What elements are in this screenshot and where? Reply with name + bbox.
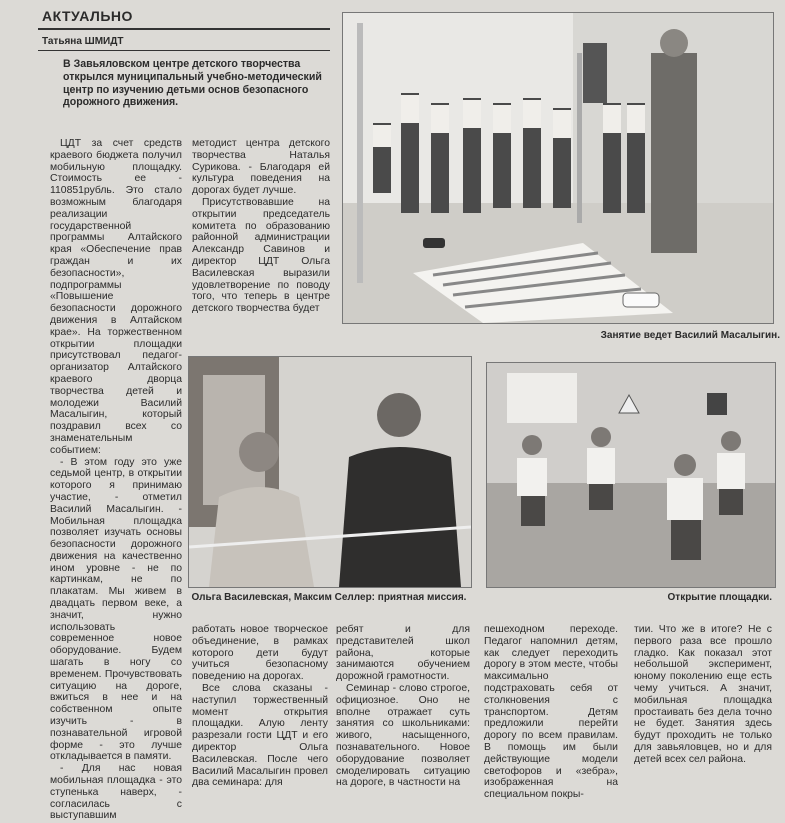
text-column-3 <box>336 624 470 789</box>
photo-ribbon-image <box>189 357 471 587</box>
photo-caption-1: Занятие ведет Василий Масалыгин. <box>600 330 780 341</box>
paragraph: ребят и для представителей школ района, которые занимаются обучением дорожной грамотности. <box>336 624 470 683</box>
section-rubric: АКТУАЛЬНО <box>42 8 133 24</box>
photo-lesson-image <box>343 13 773 323</box>
paragraph: - Для нас новая мобильная площадка - это ступенька наверх, - согласилась с выступавшим <box>50 763 182 822</box>
paragraph: тии. Что же в итоге? Не с первого раза все прошло гладко. Как показал этот небольшой эксперимент, юному поколению еще есть чему учиться. А значит, мобильная площадка простаивать без дела точно не будет. Занятия здесь будут проходить не только для завьяловцев, но и для детей всех сел района. <box>634 624 772 765</box>
paragraph: Семинар - слово строгое, официозное. Оно не вполне отражает суть занятия со школьниками: живого, насыщенного, познавательного. Новое оборудование позволяет смоделировать ситуацию на дороге, в частности на <box>336 682 470 789</box>
paragraph: Присутствовавшие на открытии председатель комитета по образованию районной администрации Александр Савинов и директор ЦДТ Ольга Василевская выразили удовлетворение по поводу того, что теперь в центре детского творчества будет <box>192 196 330 315</box>
article-lead: В Завьяловском центре детского творчества открылся муниципальный учебно-методический центр по изучению детьми основ безопасного дорожного движения. <box>63 58 322 109</box>
text-column-5 <box>634 624 772 766</box>
photo-ribbon <box>188 356 472 588</box>
photo-opening-image <box>487 363 775 587</box>
author-rule <box>38 50 330 51</box>
paragraph: ЦДТ за счет средств краевого бюджета получил мобильную площадку. Стоимость ее - 110851рубль. Это стало возможным благодаря реализации государственной программы Алтайского края «Обеспечение прав граждан и их безопасности», подпрограммы «Повышение безопасности дорожного движения в Алтайском крае». На торжественном открытии площадки присутствовал педагог-организатор Алтайского краевого дворца творчества детей и молодежи Василий Масалыгин, который поздравил всех со знаменательным событием: <box>50 138 182 456</box>
photo-opening <box>486 362 776 588</box>
paragraph: методист центра детского творчества Наталья Сурикова. - Благодаря ей культура поведения на дорогах будет лучше. <box>192 138 330 197</box>
paragraph: работать новое творческое объединение, в рамках которого дети будут учиться безопасному поведению на дорогах. <box>192 624 328 683</box>
text-column-2-top <box>192 138 330 315</box>
paragraph: - В этом году это уже седьмой центр, в открытии которого я принимаю участие, - отметил Василий Масалыгин. - Мобильная площадка позволяет изучать основы безопасности дорожного движения на качественно ином уровне - не по картинкам, не по плакатам. Мы живем в двадцать первом веке, а значит, нужно использовать современное новое оборудование. Будем шагать в ногу со временем. Прочувствовать ситуацию на дороге, вжиться в нее и на собственном опыте изучить - в познавательной игровой форме - это лучше откладывается в памяти. <box>50 456 182 763</box>
article-author: Татьяна ШМИДТ <box>42 36 124 47</box>
text-column-4 <box>484 624 618 801</box>
header-rule <box>38 28 330 30</box>
paragraph: пешеходном переходе. Педагог напомнил детям, как следует переходить дорогу в этом месте, чтобы максимально подстраховать себя от столкновения с транспортом. Детям предложили перейти дорогу по всем правилам. В помощь им были действующие модели светофоров и «зебра», изображенная на специальном покры- <box>484 624 618 801</box>
paragraph: Все слова сказаны - наступил торжественный момент открытия площадки. Алую ленту разрезали гости ЦДТ и его директор Ольга Василевская. После чего Василий Масалыгин провел два семинара: для <box>192 682 328 789</box>
text-column-1 <box>50 138 182 822</box>
photo-caption-3: Открытие площадки. <box>667 592 772 603</box>
photo-lesson <box>342 12 774 324</box>
photo-caption-2: Ольга Василевская, Максим Селлер: приятная миссия. <box>191 592 467 603</box>
text-column-2-bottom <box>192 624 328 789</box>
